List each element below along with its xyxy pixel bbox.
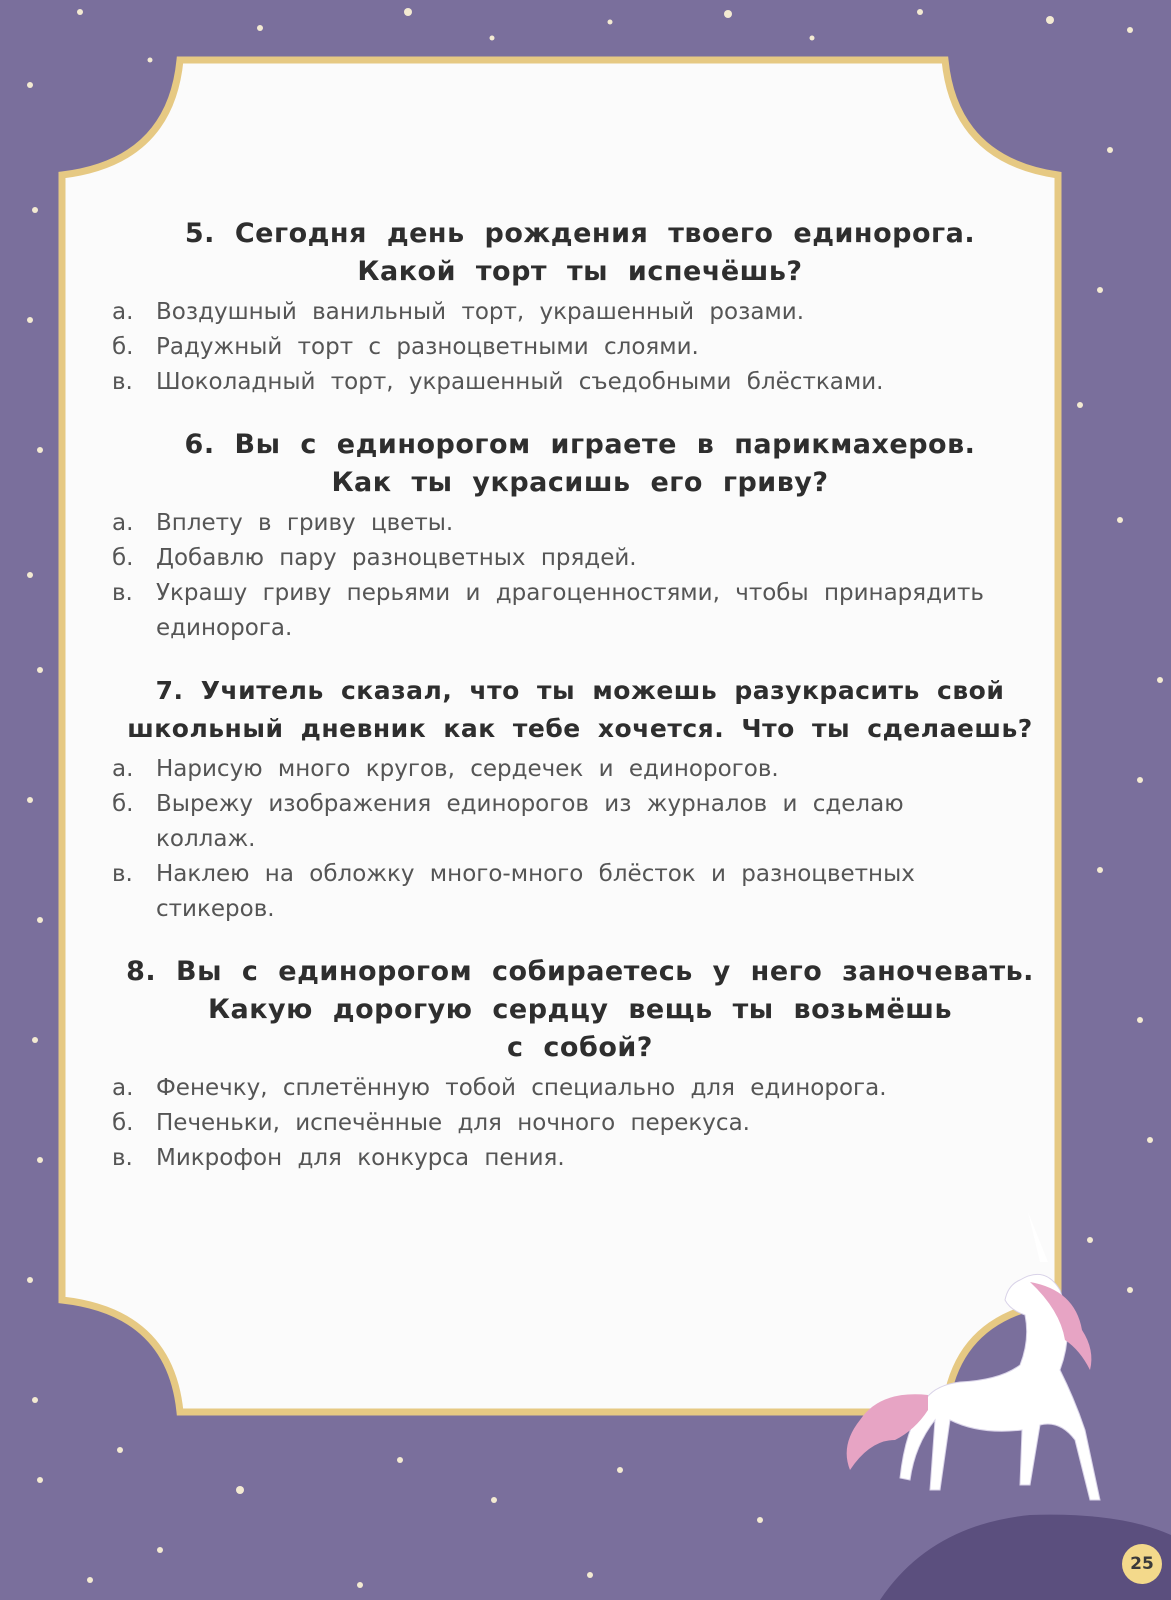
answer-list — [90, 295, 1070, 400]
answer-text: Шоколадный торт, украшенный съедобными блёстками. — [156, 369, 884, 395]
answer-letter: а. — [112, 1075, 134, 1101]
answer-list — [90, 506, 1070, 646]
answer-letter: в. — [112, 1145, 133, 1171]
answer-text: Радужный торт с разноцветными слоями. — [156, 334, 699, 360]
answer-text: Вплету в гриву цветы. — [156, 510, 454, 536]
answer-item — [90, 752, 1070, 787]
quiz-content — [90, 215, 1070, 1202]
answer-text: Нарисую много кругов, сердечек и единорогов. — [156, 756, 779, 782]
answer-text: Наклею на обложку много-много блёсток и разноцветных стикеров. — [156, 861, 915, 922]
answer-text: Украшу гриву перьями и драгоценностями, чтобы принарядить единорога. — [156, 580, 984, 641]
answer-item — [90, 330, 1070, 365]
answer-letter: в. — [112, 580, 133, 606]
answer-item — [90, 787, 1070, 857]
answer-text: Фенечку, сплетённую тобой специально для единорога. — [156, 1075, 887, 1101]
question-title: 5. Сегодня день рождения твоего единорога. Какой торт ты испечёшь? — [184, 218, 976, 287]
question-5 — [90, 215, 1070, 400]
question-7 — [90, 672, 1070, 927]
answer-text: Микрофон для конкурса пения. — [156, 1145, 565, 1171]
answer-list — [90, 752, 1070, 927]
question-6 — [90, 426, 1070, 646]
answer-item — [90, 857, 1070, 927]
answer-letter: б. — [112, 1110, 134, 1136]
page-number: 25 — [1130, 1554, 1154, 1574]
answer-letter: в. — [112, 369, 133, 395]
answer-letter: б. — [112, 545, 134, 571]
answer-text: Добавлю пару разноцветных прядей. — [156, 545, 637, 571]
answer-item — [90, 541, 1070, 576]
answer-letter: в. — [112, 861, 133, 887]
question-title: 6. Вы с единорогом играете в парикмахеров. Как ты украсишь его гриву? — [184, 429, 976, 498]
answer-item — [90, 1071, 1070, 1106]
answer-item — [90, 1106, 1070, 1141]
answer-letter: а. — [112, 510, 134, 536]
answer-letter: а. — [112, 299, 134, 325]
answer-text: Вырежу изображения единорогов из журналов и сделаю коллаж. — [156, 791, 904, 852]
answer-text: Воздушный ванильный торт, украшенный розами. — [156, 299, 805, 325]
answer-letter: а. — [112, 756, 134, 782]
answer-letter: б. — [112, 791, 134, 817]
answer-letter: б. — [112, 334, 134, 360]
answer-item — [90, 506, 1070, 541]
answer-list — [90, 1071, 1070, 1176]
question-title: 8. Вы с единорогом собираетесь у него заночевать. Какую дорогую сердцу вещь ты возьмёшь с собой? — [126, 956, 1034, 1063]
answer-item — [90, 365, 1070, 400]
answer-item — [90, 295, 1070, 330]
question-8 — [90, 953, 1070, 1176]
answer-text: Печеньки, испечённые для ночного перекуса. — [156, 1110, 750, 1136]
answer-item — [90, 1141, 1070, 1176]
answer-item — [90, 576, 1070, 646]
question-title: 7. Учитель сказал, что ты можешь разукрасить свой школьный дневник как тебе хочется. Что ты сделаешь? — [127, 676, 1033, 743]
